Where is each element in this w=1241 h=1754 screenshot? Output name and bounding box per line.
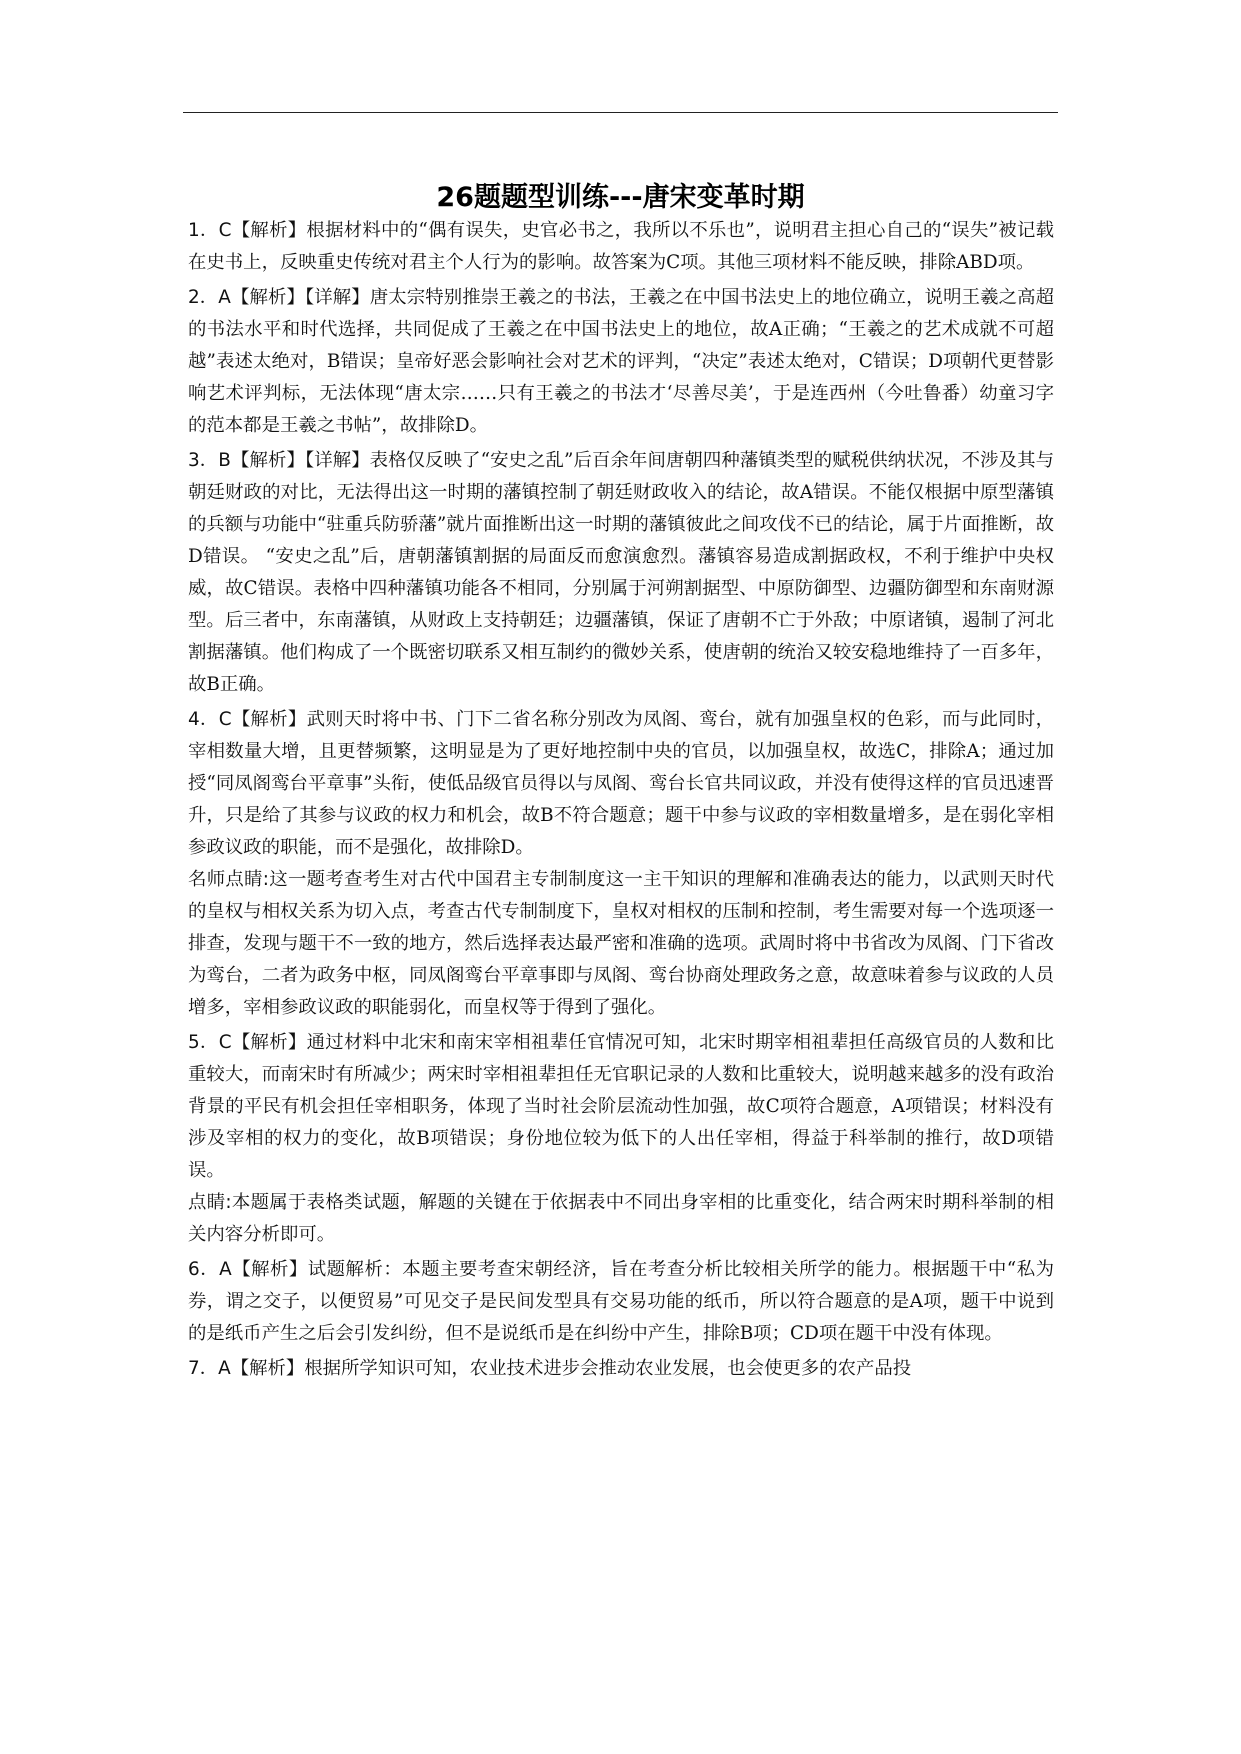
answer-number: 3．B bbox=[188, 450, 231, 471]
header-rule bbox=[183, 112, 1058, 113]
answer-text: 【解析】【详解】表格仅反映了“安史之乱”后百余年间唐朝四种藩镇类型的赋税供纳状况，不涉及其与朝廷财政的对比，无法得出这一时期的藩镇控制了朝廷财政收入的结论，故A错误。不能仅根据中原型藩镇的兵额与功能中“驻重兵防骄藩”就片面推断出这一时期的藩镇彼此之间攻伐不已的结论，属于片面推断，故D错误。 “安史之乱”后，唐朝藩镇割据的局面反而愈演愈烈。藩镇容易造成割据政权，不利于维护中央权威，故C错误。表格中四种藩镇功能各不相同，分别属于河朔割据型、中原防御型、边疆防御型和东南财源型。后三者中，东南藩镇，从财政上支持朝廷；边疆藩镇，保证了唐朝不亡于外敌；中原诸镇，遏制了河北割据藩镇。他们构成了一个既密切联系又相互制约的微妙关系，使唐朝的统治又较安稳地维持了一百多年，故B正确。 bbox=[188, 450, 1054, 695]
answer-item-2 bbox=[188, 282, 1054, 442]
note-label: 名师点睛: bbox=[188, 869, 269, 890]
answer-text: 【解析】武则天时将中书、门下二省名称分别改为凤阁、鸾台，就有加强皇权的色彩，而与此同时，宰相数量大增，且更替频繁，这明显是为了更好地控制中央的官员，以加强皇权，故选C，排除A；通过加授“同凤阁鸾台平章事”头衔，使低品级官员得以与凤阁、鸾台长官共同议政，并没有使得这样的官员迅速晋升，只是给了其参与议政的权力和机会，故B不符合题意；题干中参与议政的宰相数量增多，是在弱化宰相参政议政的职能，而不是强化，故排除D。 bbox=[188, 709, 1054, 858]
answer-number: 2．A bbox=[188, 287, 231, 308]
answer-number: 4．C bbox=[188, 709, 232, 730]
answer-number: 6．A bbox=[188, 1259, 232, 1280]
answer-list bbox=[188, 215, 1054, 1385]
note-text: 本题属于表格类试题，解题的关键在于依据表中不同出身宰相的比重变化，结合两宋时期科举制的相关内容分析即可。 bbox=[188, 1192, 1054, 1245]
answer-item-5 bbox=[188, 1027, 1054, 1187]
answer-number: 5．C bbox=[188, 1032, 232, 1053]
answer-number: 7．A bbox=[188, 1358, 231, 1379]
answer-item-4 bbox=[188, 704, 1054, 864]
answer-text: 【解析】通过材料中北宋和南宋宰相祖辈任官情况可知，北宋时期宰相祖辈担任高级官员的人数和比重较大，而南宋时有所减少；两宋时宰相祖辈担任无官职记录的人数和比重较大，说明越来越多的没有政治背景的平民有机会担任宰相职务，体现了当时社会阶层流动性加强，故C项符合题意，A项错误；材料没有涉及宰相的权力的变化，故B项错误；身份地位较为低下的人出任宰相，得益于科举制的推行，故D项错误。 bbox=[188, 1032, 1054, 1181]
teacher-note bbox=[188, 864, 1054, 1024]
answer-text: 【解析】根据材料中的“偶有误失，史官必书之，我所以不乐也”，说明君主担心自己的“误失”被记载在史书上，反映重史传统对君主个人行为的影响。故答案为C项。其他三项材料不能反映，排除ABD项。 bbox=[188, 220, 1055, 273]
answer-text: 【解析】【详解】唐太宗特别推崇王羲之的书法，王羲之在中国书法史上的地位确立，说明王羲之高超的书法水平和时代选择，共同促成了王羲之在中国书法史上的地位，故A正确；“王羲之的艺术成就不可超越”表述太绝对，B错误；皇帝好恶会影响社会对艺术的评判，“决定”表述太绝对，C错误；D项朝代更替影响艺术评判标，无法体现“唐太宗……只有王羲之的书法才‘尽善尽美’，于是连西州（今吐鲁番）幼童习字的范本都是王羲之书帖”，故排除D。 bbox=[188, 287, 1054, 436]
answer-item-1 bbox=[188, 215, 1054, 279]
answer-text: 【解析】试题解析：本题主要考查宋朝经济，旨在考查分析比较相关所学的能力。根据题干中“私为券，谓之交子，以便贸易”可见交子是民间发型具有交易功能的纸币，所以符合题意的是A项，题干中说到的是纸币产生之后会引发纠纷，但不是说纸币是在纠纷中产生，排除B项；CD项在题干中没有体现。 bbox=[188, 1259, 1054, 1344]
page-title: 26题题型训练---唐宋变革时期 bbox=[436, 182, 805, 214]
answer-number: 1．C bbox=[188, 220, 232, 241]
answer-text: 【解析】根据所学知识可知，农业技术进步会推动农业发展，也会使更多的农产品投 bbox=[230, 1358, 912, 1379]
note-label: 点睛: bbox=[188, 1192, 232, 1213]
answer-item-3 bbox=[188, 445, 1054, 701]
tip-note bbox=[188, 1187, 1054, 1251]
answer-item-6 bbox=[188, 1254, 1054, 1350]
note-text: 这一题考查考生对古代中国君主专制制度这一主干知识的理解和准确表达的能力，以武则天时代的皇权与相权关系为切入点，考查古代专制制度下，皇权对相权的压制和控制，考生需要对每一个选项逐一排查，发现与题干不一致的地方，然后选择表达最严密和准确的选项。武周时将中书省改为凤阁、门下省改为鸾台，二者为政务中枢，同凤阁鸾台平章事即与凤阁、鸾台协商处理政务之意，故意味着参与议政的人员增多，宰相参政议政的职能弱化，而皇权等于得到了强化。 bbox=[188, 869, 1054, 1018]
answer-item-7 bbox=[188, 1353, 1054, 1385]
